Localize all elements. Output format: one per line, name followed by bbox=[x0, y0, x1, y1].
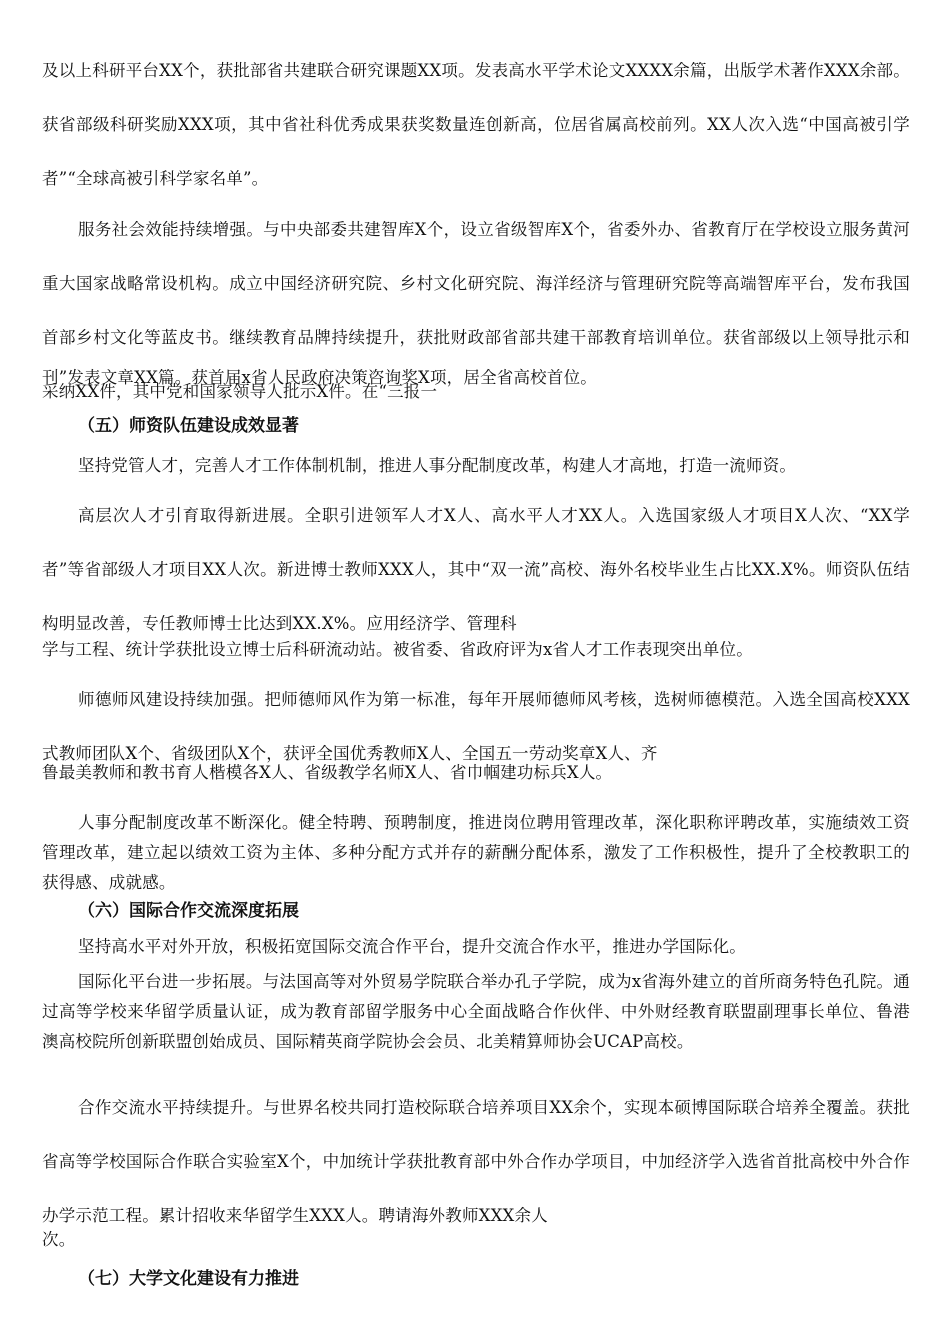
paragraph-teacher-ethics-a: 师德师风建设持续加强。把师德师风作为第一标准，每年开展师德师风考核，选树师德模范。入选全国高校XXX式教师团队X个、省级团队X个，获评全国优秀教师X人、全国五一劳动奖章X人、齐 bbox=[42, 690, 910, 763]
section-heading-faculty: （五）师资队伍建设成效显著 bbox=[78, 416, 299, 436]
paragraph-talent-recruitment-b: 学与工程、统计学获批设立博士后科研流动站。被省委、省政府评为x省人才工作表现突出单位。 bbox=[42, 640, 753, 659]
paragraph-cooperation-b: 次。 bbox=[42, 1230, 76, 1249]
paragraph-international-platform: 国际化平台进一步拓展。与法国高等对外贸易学院联合举办孔子学院，成为x省海外建立的首所商务特色孔院。通过高等学校来华留学质量认证，成为教育部留学服务中心全面战略合作伙伴、中外财经教育联盟副理事长单位、鲁港澳高校院所创新联盟创始成员、国际精英商学院协会会员、北美精算师协会UCAP高校。 bbox=[42, 972, 910, 1051]
section-heading-international: （六）国际合作交流深度拓展 bbox=[78, 901, 299, 921]
paragraph-social-service-b: 刊”发表文章XX篇。获首届x省人民政府决策咨询奖X项，居全省高校首位。 bbox=[42, 368, 597, 387]
paragraph-teacher-ethics-b: 鲁最美教师和教书育人楷模各X人、省级教学名师X人、省巾帼建功标兵X人。 bbox=[42, 763, 613, 782]
paragraph-personnel-reform: 人事分配制度改革不断深化。健全特聘、预聘制度，推进岗位聘用管理改革，深化职称评聘改革，实施绩效工资管理改革，建立起以绩效工资为主体、多种分配方式并存的薪酬分配体系，激发了工作积极性，提升了全校教职工的获得感、成就感。 bbox=[42, 813, 910, 892]
paragraph-cooperation-a: 合作交流水平持续提升。与世界名校共同打造校际联合培养项目XX余个，实现本硕博国际联合培养全覆盖。获批省高等学校国际合作联合实验室X个，中加统计学获批教育部中外合作办学项目，中加经济学入选省首批高校中外合作办学示范工程。累计招收来华留学生XXX人。聘请海外教师XXX余人 bbox=[42, 1098, 910, 1225]
paragraph-faculty-intro: 坚持党管人才，完善人才工作体制机制，推进人事分配制度改革，构建人才高地，打造一流师资。 bbox=[78, 456, 797, 475]
paragraph-talent-recruitment-a: 高层次人才引育取得新进展。全职引进领军人才X人、高水平人才XX人。入选国家级人才项目X人次、“XX学者”等省部级人才项目XX人次。新进博士教师XXX人，其中“双一流”高校、海外名校毕业生占比XX.X%。师资队伍结构明显改善，专任教师博士比达到XX.X%。应用经济学、管理科 bbox=[42, 506, 910, 633]
paragraph-international-intro: 坚持高水平对外开放，积极拓宽国际交流合作平台，提升交流合作水平，推进办学国际化。 bbox=[78, 937, 746, 956]
section-heading-culture: （七）大学文化建设有力推进 bbox=[78, 1269, 299, 1289]
paragraph-social-service-a: 服务社会效能持续增强。与中央部委共建智库X个，设立省级智库X个，省委外办、省教育厅在学校设立服务黄河重大国家战略常设机构。成立中国经济研究院、乡村文化研究院、海洋经济与管理研究院等高端智库平台，发布我国首部乡村文化等蓝皮书。继续教育品牌持续提升，获批财政部省部共建干部教育培训单位。获省部级以上领导批示和采纳XX件，其中党和国家领导人批示X件。在“三报一 bbox=[42, 220, 910, 401]
paragraph-research-output: 及以上科研平台XX个，获批部省共建联合研究课题XX项。发表高水平学术论文XXXX余篇，出版学术著作XXX余部。获省部级科研奖励XXX项，其中省社科优秀成果获奖数量连创新高，位居省属高校前列。XX人次入选“中国高被引学者”“全球高被引科学家名单”。 bbox=[42, 61, 910, 188]
